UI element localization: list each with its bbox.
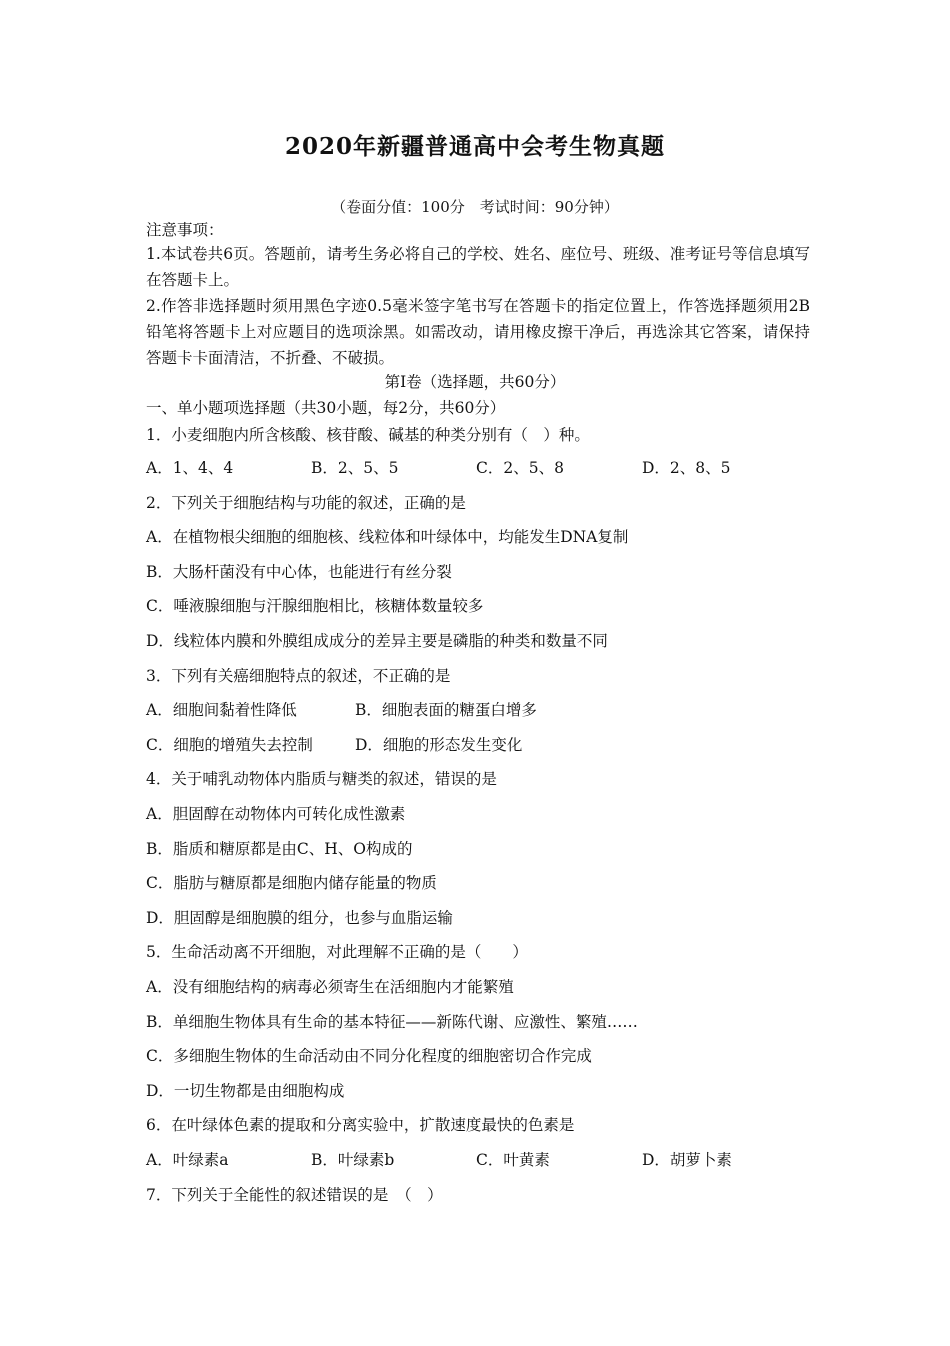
question-2-option-b: B．大肠杆菌没有中心体，也能进行有丝分裂 <box>146 563 452 581</box>
question-3-stem: 3．下列有关癌细胞特点的叙述，不正确的是 <box>146 667 451 685</box>
question-4-option-c: C．脂肪与糖原都是细胞内储存能量的物质 <box>146 874 437 892</box>
question-7-stem: 7．下列关于全能性的叙述错误的是 （ ） <box>146 1186 443 1204</box>
exam-meta: （卷面分值：100分 考试时间：90分钟） <box>331 198 619 216</box>
page-title: 2020年新疆普通高中会考生物真题 <box>284 133 665 160</box>
question-5-option-a: A．没有细胞结构的病毒必须寄生在活细胞内才能繁殖 <box>146 978 514 996</box>
question-6-stem: 6．在叶绿体色素的提取和分离实验中，扩散速度最快的色素是 <box>146 1116 575 1134</box>
question-2-option-a: A．在植物根尖细胞的细胞核、线粒体和叶绿体中，均能发生DNA复制 <box>146 528 629 546</box>
notice-heading: 注意事项： <box>146 221 224 239</box>
volume-title: 第Ⅰ卷（选择题，共60分） <box>384 373 566 391</box>
question-3-option-c: C．细胞的增殖失去控制 <box>146 736 313 754</box>
question-6-option-d: D．胡萝卜素 <box>642 1151 732 1169</box>
question-1-option-c: C．2、5、8 <box>476 459 564 477</box>
notice-item-1: 1.本试卷共6页。答题前，请考生务必将自己的学校、姓名、座位号、班级、准考证号等信息填写在答题卡上。 <box>146 245 810 289</box>
section-title: 一、单小题项选择题（共30小题，每2分，共60分） <box>146 399 506 417</box>
question-5-option-c: C．多细胞生物体的生命活动由不同分化程度的细胞密切合作完成 <box>146 1047 592 1065</box>
question-2-option-c: C．唾液腺细胞与汗腺细胞相比，核糖体数量较多 <box>146 597 484 615</box>
question-6-option-c: C．叶黄素 <box>476 1151 550 1169</box>
question-1-option-d: D．2、8、5 <box>642 459 731 477</box>
question-4-option-a: A．胆固醇在动物体内可转化成性激素 <box>146 805 406 823</box>
question-2-stem: 2．下列关于细胞结构与功能的叙述，正确的是 <box>146 494 466 512</box>
question-4-option-d: D．胆固醇是细胞膜的组分，也参与血脂运输 <box>146 909 453 927</box>
question-6-option-b: B．叶绿素b <box>311 1151 395 1169</box>
question-4-stem: 4．关于哺乳动物体内脂质与糖类的叙述，错误的是 <box>146 770 497 788</box>
notice-item-2: 2.作答非选择题时须用黑色字迹0.5毫米签字笔书写在答题卡的指定位置上，作答选择题须用2B铅笔将答题卡上对应题目的选项涂黑。如需改动，请用橡皮擦干净后，再选涂其它答案，请保持答题卡卡面清洁，不折叠、不破损。 <box>146 297 810 367</box>
question-3-option-a: A．细胞间黏着性降低 <box>146 701 297 719</box>
question-6-option-a: A．叶绿素a <box>146 1151 229 1169</box>
question-2-option-d: D．线粒体内膜和外膜组成成分的差异主要是磷脂的种类和数量不同 <box>146 632 608 650</box>
question-3-option-b: B．细胞表面的糖蛋白增多 <box>355 701 537 719</box>
question-5-option-b: B．单细胞生物体具有生命的基本特征——新陈代谢、应激性、繁殖…… <box>146 1013 638 1031</box>
question-1-stem: 1．小麦细胞内所含核酸、核苷酸、碱基的种类分别有（ ）种。 <box>146 426 590 444</box>
question-1-option-b: B．2、5、5 <box>311 459 399 477</box>
question-3-option-d: D．细胞的形态发生变化 <box>355 736 523 754</box>
question-5-option-d: D．一切生物都是由细胞构成 <box>146 1082 345 1100</box>
question-4-option-b: B．脂质和糖原都是由C、H、O构成的 <box>146 840 413 858</box>
question-5-stem: 5．生命活动离不开细胞，对此理解不正确的是（ ） <box>146 943 528 961</box>
question-1-option-a: A．1、4、4 <box>146 459 234 477</box>
